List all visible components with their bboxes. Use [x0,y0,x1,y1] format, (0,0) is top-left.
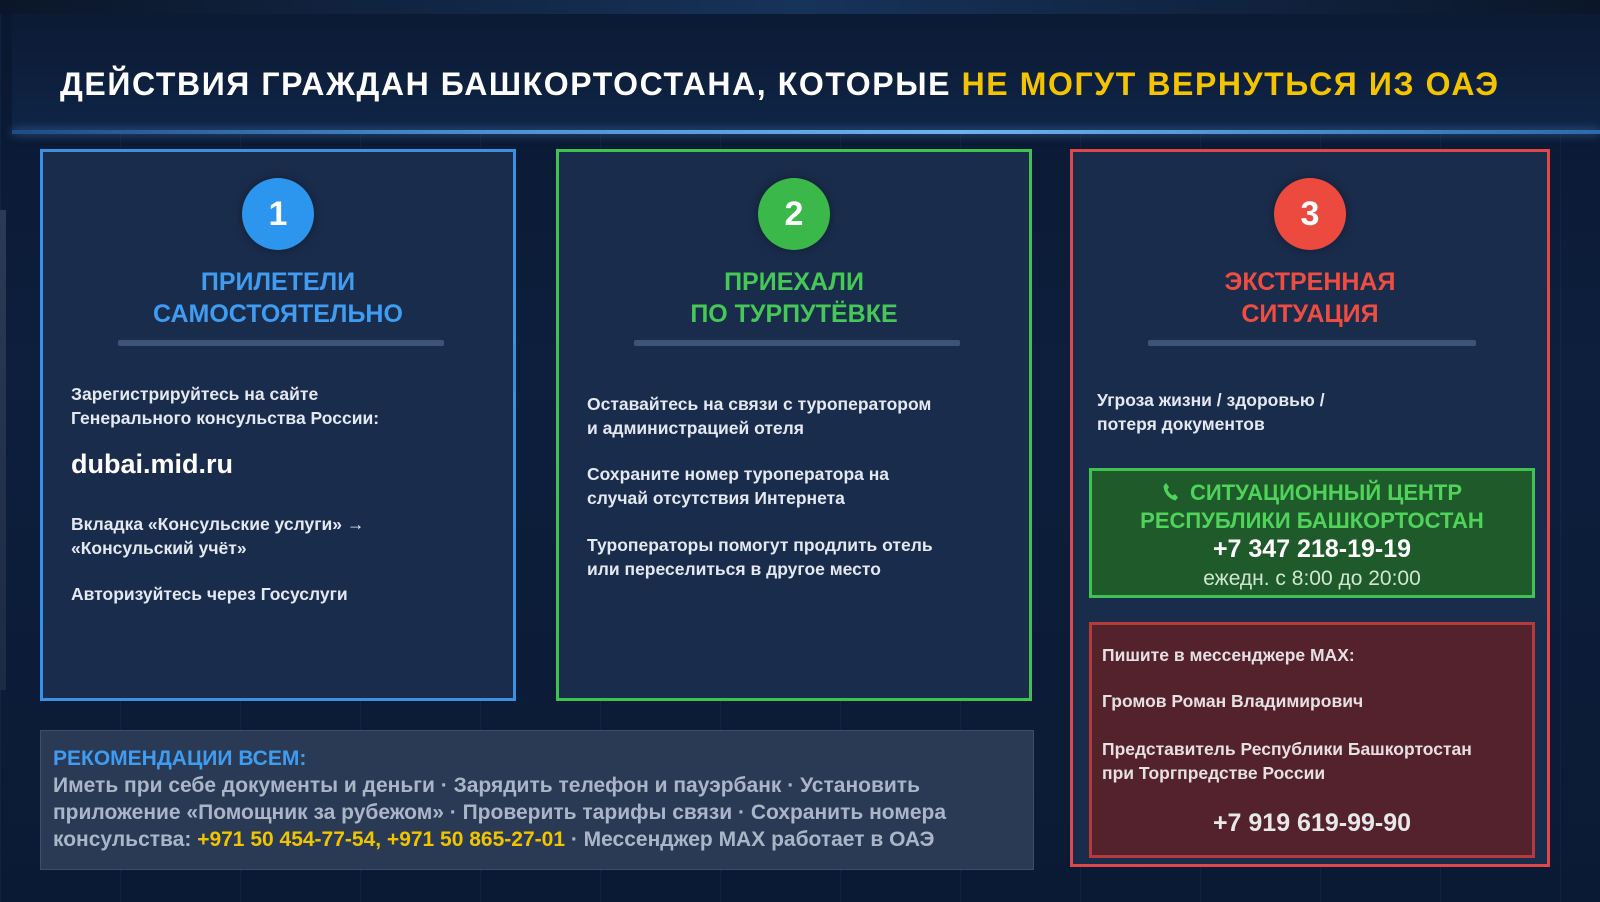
tour-item [587,392,1007,440]
text-line: Угроза жизни / здоровью / [1097,390,1325,410]
recommendation-text: · Мессенджер MAX работает в ОАЭ [565,828,935,851]
header-banner [12,14,1600,132]
consulate-url[interactable]: dubai.mid.ru [71,449,233,479]
page-title [60,66,1580,103]
recommendation-line [53,826,1021,853]
number-badge: 3 [1274,178,1346,250]
threat-text [1097,388,1517,436]
tour-item [587,533,1007,581]
top-strip [0,0,1600,14]
card-title-line: СИТУАЦИЯ [1241,300,1379,328]
recommendations-panel [40,730,1034,870]
tab-instructions [71,512,491,560]
auth-text: Авторизуйтесь через Госуслуги [71,584,348,604]
number-badge: 1 [242,178,314,250]
card-divider [1148,340,1476,346]
header-divider [12,130,1600,134]
messenger-box [1089,622,1535,858]
title-accent: НЕ МОГУТ ВЕРНУТЬСЯ ИЗ ОАЭ [961,66,1500,102]
recommendations-title: РЕКОМЕНДАЦИИ ВСЕМ: [53,747,307,770]
situation-center-title [1092,479,1532,535]
text-line: при Торгпредстве России [1102,763,1326,783]
card-divider [118,340,444,346]
card-title-line: САМОСТОЯТЕЛЬНО [153,300,403,328]
text-line: и администрацией отеля [587,418,804,438]
consulate-phones[interactable]: +971 50 454-77-54, +971 50 865-27-01 [197,828,565,851]
text-line: Туроператоры помогут продлить отель [587,535,933,555]
recommendation-line: Иметь при себе документы и деньги · Зарядить телефон и пауэрбанк · Установить [53,774,920,797]
register-text [71,382,491,430]
messenger-heading: Пишите в мессенджере MAX: [1102,645,1355,665]
card-title-line: ПРИЕХАЛИ [724,268,864,296]
text-line: Вкладка «Консульские услуги» → [71,514,365,534]
situation-center-hours: ежедн. с 8:00 до 20:00 [1203,567,1421,590]
number-badge: 2 [758,178,830,250]
representative-phone[interactable]: +7 919 619-99-90 [1212,809,1412,837]
card-tour-package [556,149,1032,701]
text-line: Зарегистрируйтесь на сайте [71,384,319,404]
card-title [559,266,1029,330]
recommendation-line: приложение «Помощник за рубежом» · Проверить тарифы связи · Сохранить номера [53,801,947,824]
card-title-line: ПРИЛЕТЕЛИ [200,268,356,296]
card-title-line: ПО ТУРПУТЁВКЕ [690,300,898,328]
representative-name: Громов Роман Владимирович [1102,691,1364,711]
card-title-line: ЭКСТРЕННАЯ [1224,268,1396,296]
text-line: Генерального консульства России: [71,408,380,428]
situation-title-line: СИТУАЦИОННЫЙ ЦЕНТР [1189,480,1463,505]
text-line: Оставайтесь на связи с туроператором [587,394,932,414]
text-line: случай отсутствия Интернета [587,488,845,508]
representative-role [1102,737,1522,785]
situation-center-phone[interactable]: +7 347 218-19-19 [1212,535,1412,563]
tour-item [587,462,1007,510]
card-self-arrival [40,149,516,701]
text-line: Сохраните номер туроператора на [587,464,890,484]
text-line: Представитель Республики Башкортостан [1102,739,1472,759]
card-divider [634,340,960,346]
card-title [43,266,513,330]
left-edge-decoration [0,210,6,690]
title-main: ДЕЙСТВИЯ ГРАЖДАН БАШКОРТОСТАНА, КОТОРЫЕ [60,66,962,102]
card-emergency [1070,149,1550,867]
situation-title-line: РЕСПУБЛИКИ БАШКОРТОСТАН [1140,508,1484,533]
text-line: «Консульский учёт» [71,538,247,558]
situation-center-box [1089,468,1535,598]
phone-icon [1162,482,1178,502]
text-line: потеря документов [1097,414,1265,434]
card-title [1073,266,1547,330]
recommendation-text: консульства: [53,828,198,851]
text-line: или переселиться в другое место [587,559,881,579]
